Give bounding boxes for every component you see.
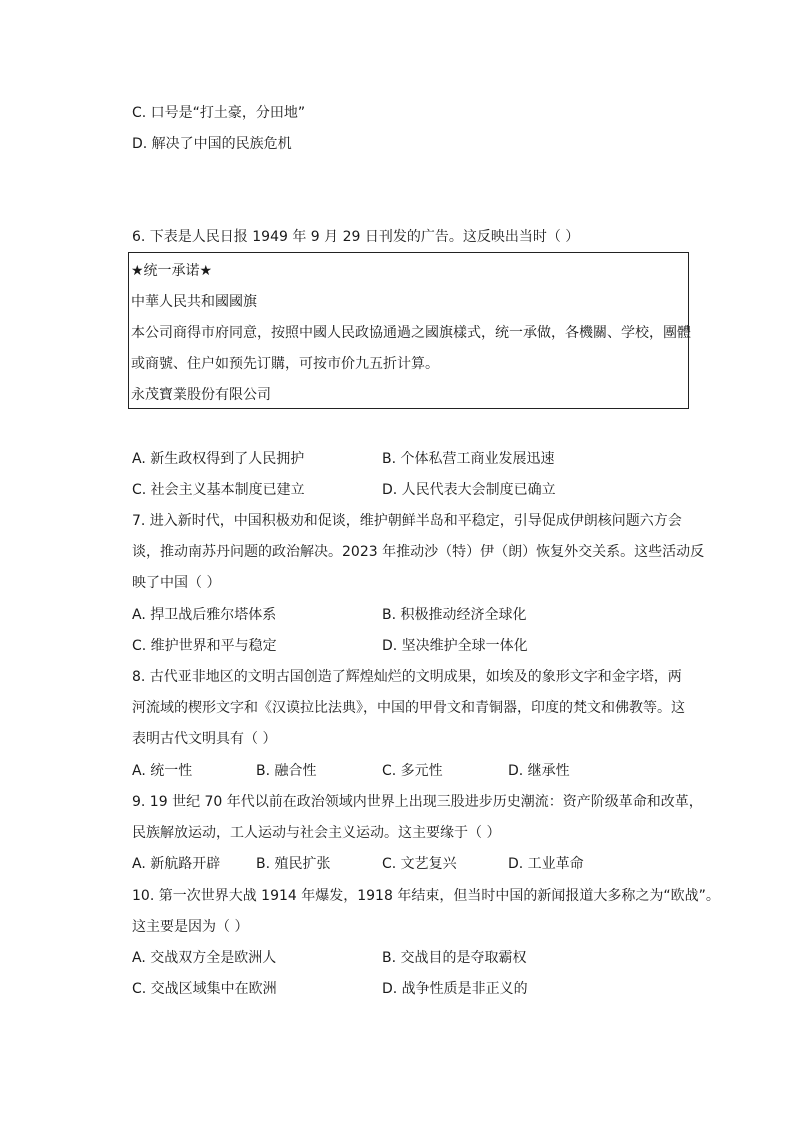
q9-option-a: A. 新航路开辟 — [132, 856, 221, 872]
q8-stem-line-1: 8. 古代亚非地区的文明古国创造了辉煌灿烂的文明成果，如埃及的象形文字和金字塔，两 — [132, 669, 682, 685]
q5-option-d: D. 解决了中国的民族危机 — [132, 136, 292, 152]
ad-line-1: ★统一承诺★ — [131, 263, 213, 279]
q10-option-c: C. 交战区域集中在欧洲 — [132, 981, 277, 997]
q7-stem-line-2: 谈，推动南苏丹问题的政治解决。2023 年推动沙（特）伊（朗）恢复外交关系。这些活动反 — [132, 544, 705, 560]
q10-option-d: D. 战争性质是非正义的 — [382, 981, 528, 997]
ad-line-4: 或商號、住户如预先订購，可按市价九五折计算。 — [131, 356, 439, 372]
q8-stem-line-2: 河流域的楔形文字和《汉谟拉比法典》，中国的甲骨文和青铜器，印度的梵文和佛教等。这 — [132, 700, 685, 716]
ad-line-2: 中華人民共和國國旗 — [131, 294, 257, 310]
q8-option-a: A. 统一性 — [132, 763, 193, 779]
q9-stem-line-2: 民族解放运动，工人运动与社会主义运动。这主要缘于（ ） — [132, 825, 501, 841]
q6-stem: 6. 下表是人民日报 1949 年 9 月 29 日刊发的广告。这反映出当时（ ） — [132, 229, 580, 245]
q9-option-d: D. 工业革命 — [508, 856, 584, 872]
q7-option-a: A. 捍卫战后雅尔塔体系 — [132, 607, 277, 623]
q10-option-a: A. 交战双方全是欧洲人 — [132, 950, 277, 966]
q6-option-a: A. 新生政权得到了人民拥护 — [132, 451, 305, 467]
q9-stem-line-1: 9. 19 世纪 70 年代以前在政治领域内世界上出现三股进步历史潮流：资产阶级革命和改革， — [132, 794, 703, 810]
q6-advertisement-box — [128, 252, 689, 409]
q9-option-c: C. 文艺复兴 — [382, 856, 457, 872]
q8-stem-line-3: 表明古代文明具有（ ） — [132, 731, 277, 747]
ad-line-3: 本公司商得市府同意，按照中國人民政協通過之國旗樣式，统一承做，各機關、学校，團體 — [131, 325, 691, 341]
q10-stem-line-1: 10. 第一次世界大战 1914 年爆发，1918 年结束，但当时中国的新闻报道大多称之为“欧战”。 — [132, 888, 720, 904]
q6-option-b: B. 个体私营工商业发展迅速 — [382, 451, 555, 467]
ad-line-5: 永茂寶業股份有限公司 — [131, 387, 271, 403]
q10-option-b: B. 交战目的是夺取霸权 — [382, 950, 527, 966]
q6-option-d: D. 人民代表大会制度已确立 — [382, 482, 556, 498]
q7-stem-line-3: 映了中国（ ） — [132, 575, 221, 591]
q8-option-c: C. 多元性 — [382, 763, 443, 779]
q7-stem-line-1: 7. 进入新时代，中国积极劝和促谈，维护朝鲜半岛和平稳定，引导促成伊朗核问题六方会 — [132, 513, 682, 529]
q7-option-c: C. 维护世界和平与稳定 — [132, 638, 277, 654]
q8-option-b: B. 融合性 — [256, 763, 317, 779]
q8-option-d: D. 继承性 — [508, 763, 570, 779]
q7-option-d: D. 坚决维护全球一体化 — [382, 638, 528, 654]
q6-option-c: C. 社会主义基本制度已建立 — [132, 482, 305, 498]
q9-option-b: B. 殖民扩张 — [256, 856, 331, 872]
q5-option-c: C. 口号是“打土豪，分田地” — [132, 105, 306, 121]
q7-option-b: B. 积极推动经济全球化 — [382, 607, 527, 623]
q10-stem-line-2: 这主要是因为（ ） — [132, 919, 249, 935]
